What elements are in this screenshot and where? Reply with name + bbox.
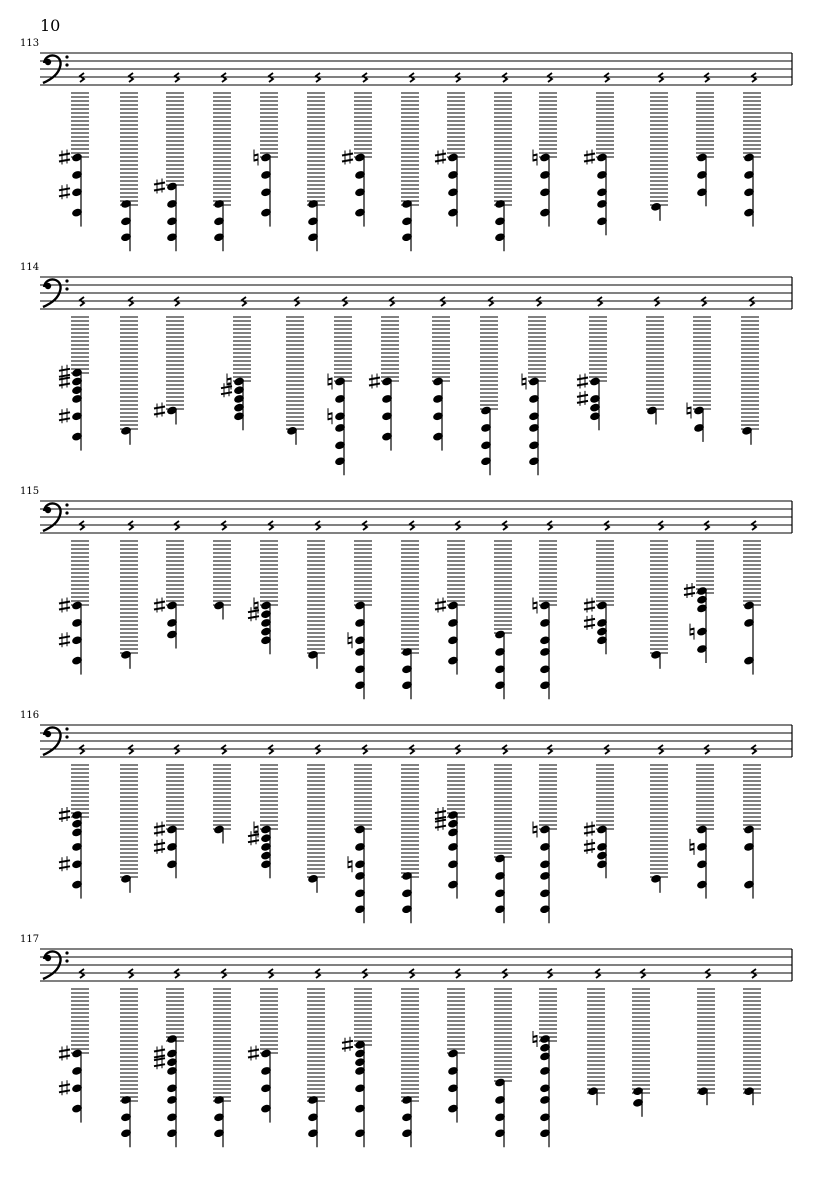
quarter-rest: [363, 745, 367, 754]
chord: [369, 297, 399, 451]
chord: [432, 297, 450, 451]
quarter-rest: [129, 297, 133, 306]
quarter-rest: [750, 297, 754, 306]
quarter-rest: [548, 73, 552, 82]
quarter-rest: [129, 521, 133, 530]
quarter-rest: [269, 521, 273, 530]
quarter-rest: [295, 297, 299, 306]
quarter-rest: [80, 297, 84, 306]
chord: [743, 969, 761, 1105]
chord: [494, 521, 512, 699]
chord: [494, 969, 512, 1147]
chord: [687, 297, 711, 442]
quarter-rest: [752, 745, 756, 754]
quarter-rest: [441, 297, 445, 306]
quarter-rest: [641, 969, 645, 978]
quarter-rest: [548, 521, 552, 530]
quarter-rest: [222, 969, 226, 978]
quarter-rest: [456, 73, 460, 82]
chord: [342, 73, 372, 227]
quarter-rest: [503, 521, 507, 530]
staff-system: [20, 710, 792, 923]
chord: [447, 969, 465, 1123]
quarter-rest: [598, 297, 602, 306]
quarter-rest: [456, 521, 460, 530]
page-number: 10: [40, 16, 61, 35]
quarter-rest: [269, 969, 273, 978]
chord: [584, 73, 614, 235]
quarter-rest: [752, 521, 756, 530]
chord: [435, 73, 465, 227]
chord: [120, 745, 138, 893]
quarter-rest: [390, 297, 394, 306]
measure-number: 113: [20, 38, 40, 49]
chord: [348, 521, 372, 699]
chord: [696, 73, 714, 206]
chord: [248, 745, 278, 878]
chord: [684, 521, 714, 663]
staff-system: [20, 486, 792, 699]
quarter-rest: [456, 969, 460, 978]
quarter-rest: [80, 969, 84, 978]
chord: [533, 969, 557, 1147]
quarter-rest: [175, 745, 179, 754]
staff-system: [20, 262, 792, 475]
quarter-rest: [175, 73, 179, 82]
measure-number: 115: [20, 486, 40, 497]
quarter-rest: [222, 521, 226, 530]
chord: [120, 73, 138, 251]
quarter-rest: [548, 969, 552, 978]
chord: [650, 73, 668, 221]
chord: [743, 745, 761, 899]
quarter-rest: [222, 73, 226, 82]
quarter-rest: [706, 969, 710, 978]
chord: [401, 521, 419, 699]
quarter-rest: [752, 969, 756, 978]
quarter-rest: [705, 745, 709, 754]
quarter-rest: [596, 969, 600, 978]
chord: [584, 745, 614, 878]
quarter-rest: [80, 521, 84, 530]
chord: [650, 521, 668, 669]
quarter-rest: [242, 297, 246, 306]
measure-number: 114: [20, 262, 40, 273]
quarter-rest: [410, 969, 414, 978]
chord: [584, 521, 614, 654]
quarter-rest: [269, 73, 273, 82]
chord: [435, 521, 465, 675]
quarter-rest: [363, 969, 367, 978]
chord: [248, 969, 278, 1123]
quarter-rest: [269, 745, 273, 754]
quarter-rest: [80, 745, 84, 754]
quarter-rest: [316, 969, 320, 978]
chord: [154, 73, 184, 251]
quarter-rest: [659, 521, 663, 530]
chord: [401, 745, 419, 923]
chord: [213, 969, 231, 1147]
quarter-rest: [129, 745, 133, 754]
chord: [254, 73, 278, 227]
quarter-rest: [222, 745, 226, 754]
chord: [248, 521, 278, 654]
quarter-rest: [316, 73, 320, 82]
quarter-rest: [605, 745, 609, 754]
quarter-rest: [503, 969, 507, 978]
chord: [743, 521, 761, 675]
chord: [307, 745, 325, 893]
chord: [690, 745, 714, 899]
chord: [213, 73, 231, 251]
quarter-rest: [705, 73, 709, 82]
quarter-rest: [752, 73, 756, 82]
chord: [697, 969, 715, 1105]
chord: [286, 297, 304, 445]
quarter-rest: [129, 73, 133, 82]
chord: [213, 745, 231, 844]
quarter-rest: [503, 745, 507, 754]
chord: [154, 521, 184, 649]
chord: [213, 521, 231, 620]
quarter-rest: [410, 745, 414, 754]
chord: [494, 745, 512, 923]
chord: [120, 969, 138, 1147]
chord: [435, 745, 465, 899]
chord: [533, 521, 557, 699]
quarter-rest: [363, 73, 367, 82]
quarter-rest: [175, 521, 179, 530]
chord: [533, 745, 557, 923]
chord: [59, 745, 89, 899]
chord: [522, 297, 546, 475]
quarter-rest: [456, 745, 460, 754]
chord: [577, 297, 607, 430]
quarter-rest: [605, 73, 609, 82]
quarter-rest: [129, 969, 133, 978]
chord: [154, 297, 184, 425]
chord: [741, 297, 759, 445]
quarter-rest: [175, 297, 179, 306]
quarter-rest: [343, 297, 347, 306]
chord: [120, 521, 138, 669]
measure-number: 117: [20, 934, 40, 945]
chord: [307, 521, 325, 669]
chord: [348, 745, 372, 923]
chord: [59, 73, 89, 227]
chord: [401, 73, 419, 251]
staff-system: [20, 934, 792, 1147]
chord: [59, 297, 89, 451]
chord: [587, 969, 605, 1105]
chord: [533, 73, 557, 227]
chord: [342, 969, 372, 1147]
quarter-rest: [537, 297, 541, 306]
quarter-rest: [410, 73, 414, 82]
quarter-rest: [702, 297, 706, 306]
measure-number: 116: [20, 710, 40, 721]
quarter-rest: [705, 521, 709, 530]
quarter-rest: [316, 521, 320, 530]
chord: [743, 73, 761, 227]
quarter-rest: [410, 521, 414, 530]
quarter-rest: [503, 73, 507, 82]
quarter-rest: [659, 73, 663, 82]
quarter-rest: [175, 969, 179, 978]
chord: [59, 521, 89, 675]
chord: [221, 297, 251, 430]
chord: [632, 969, 650, 1117]
chord: [154, 969, 184, 1147]
quarter-rest: [80, 73, 84, 82]
chord: [154, 745, 184, 878]
chord: [646, 297, 664, 425]
quarter-rest: [655, 297, 659, 306]
quarter-rest: [489, 297, 493, 306]
chord: [59, 969, 89, 1123]
chord: [494, 73, 512, 251]
chord: [328, 297, 352, 475]
quarter-rest: [659, 745, 663, 754]
chord: [307, 73, 325, 251]
chord: [120, 297, 138, 445]
quarter-rest: [316, 745, 320, 754]
chord: [480, 297, 498, 475]
chord: [307, 969, 325, 1147]
staff-system: [20, 38, 792, 251]
quarter-rest: [548, 745, 552, 754]
quarter-rest: [363, 521, 367, 530]
chord: [401, 969, 419, 1147]
quarter-rest: [605, 521, 609, 530]
chord: [650, 745, 668, 893]
